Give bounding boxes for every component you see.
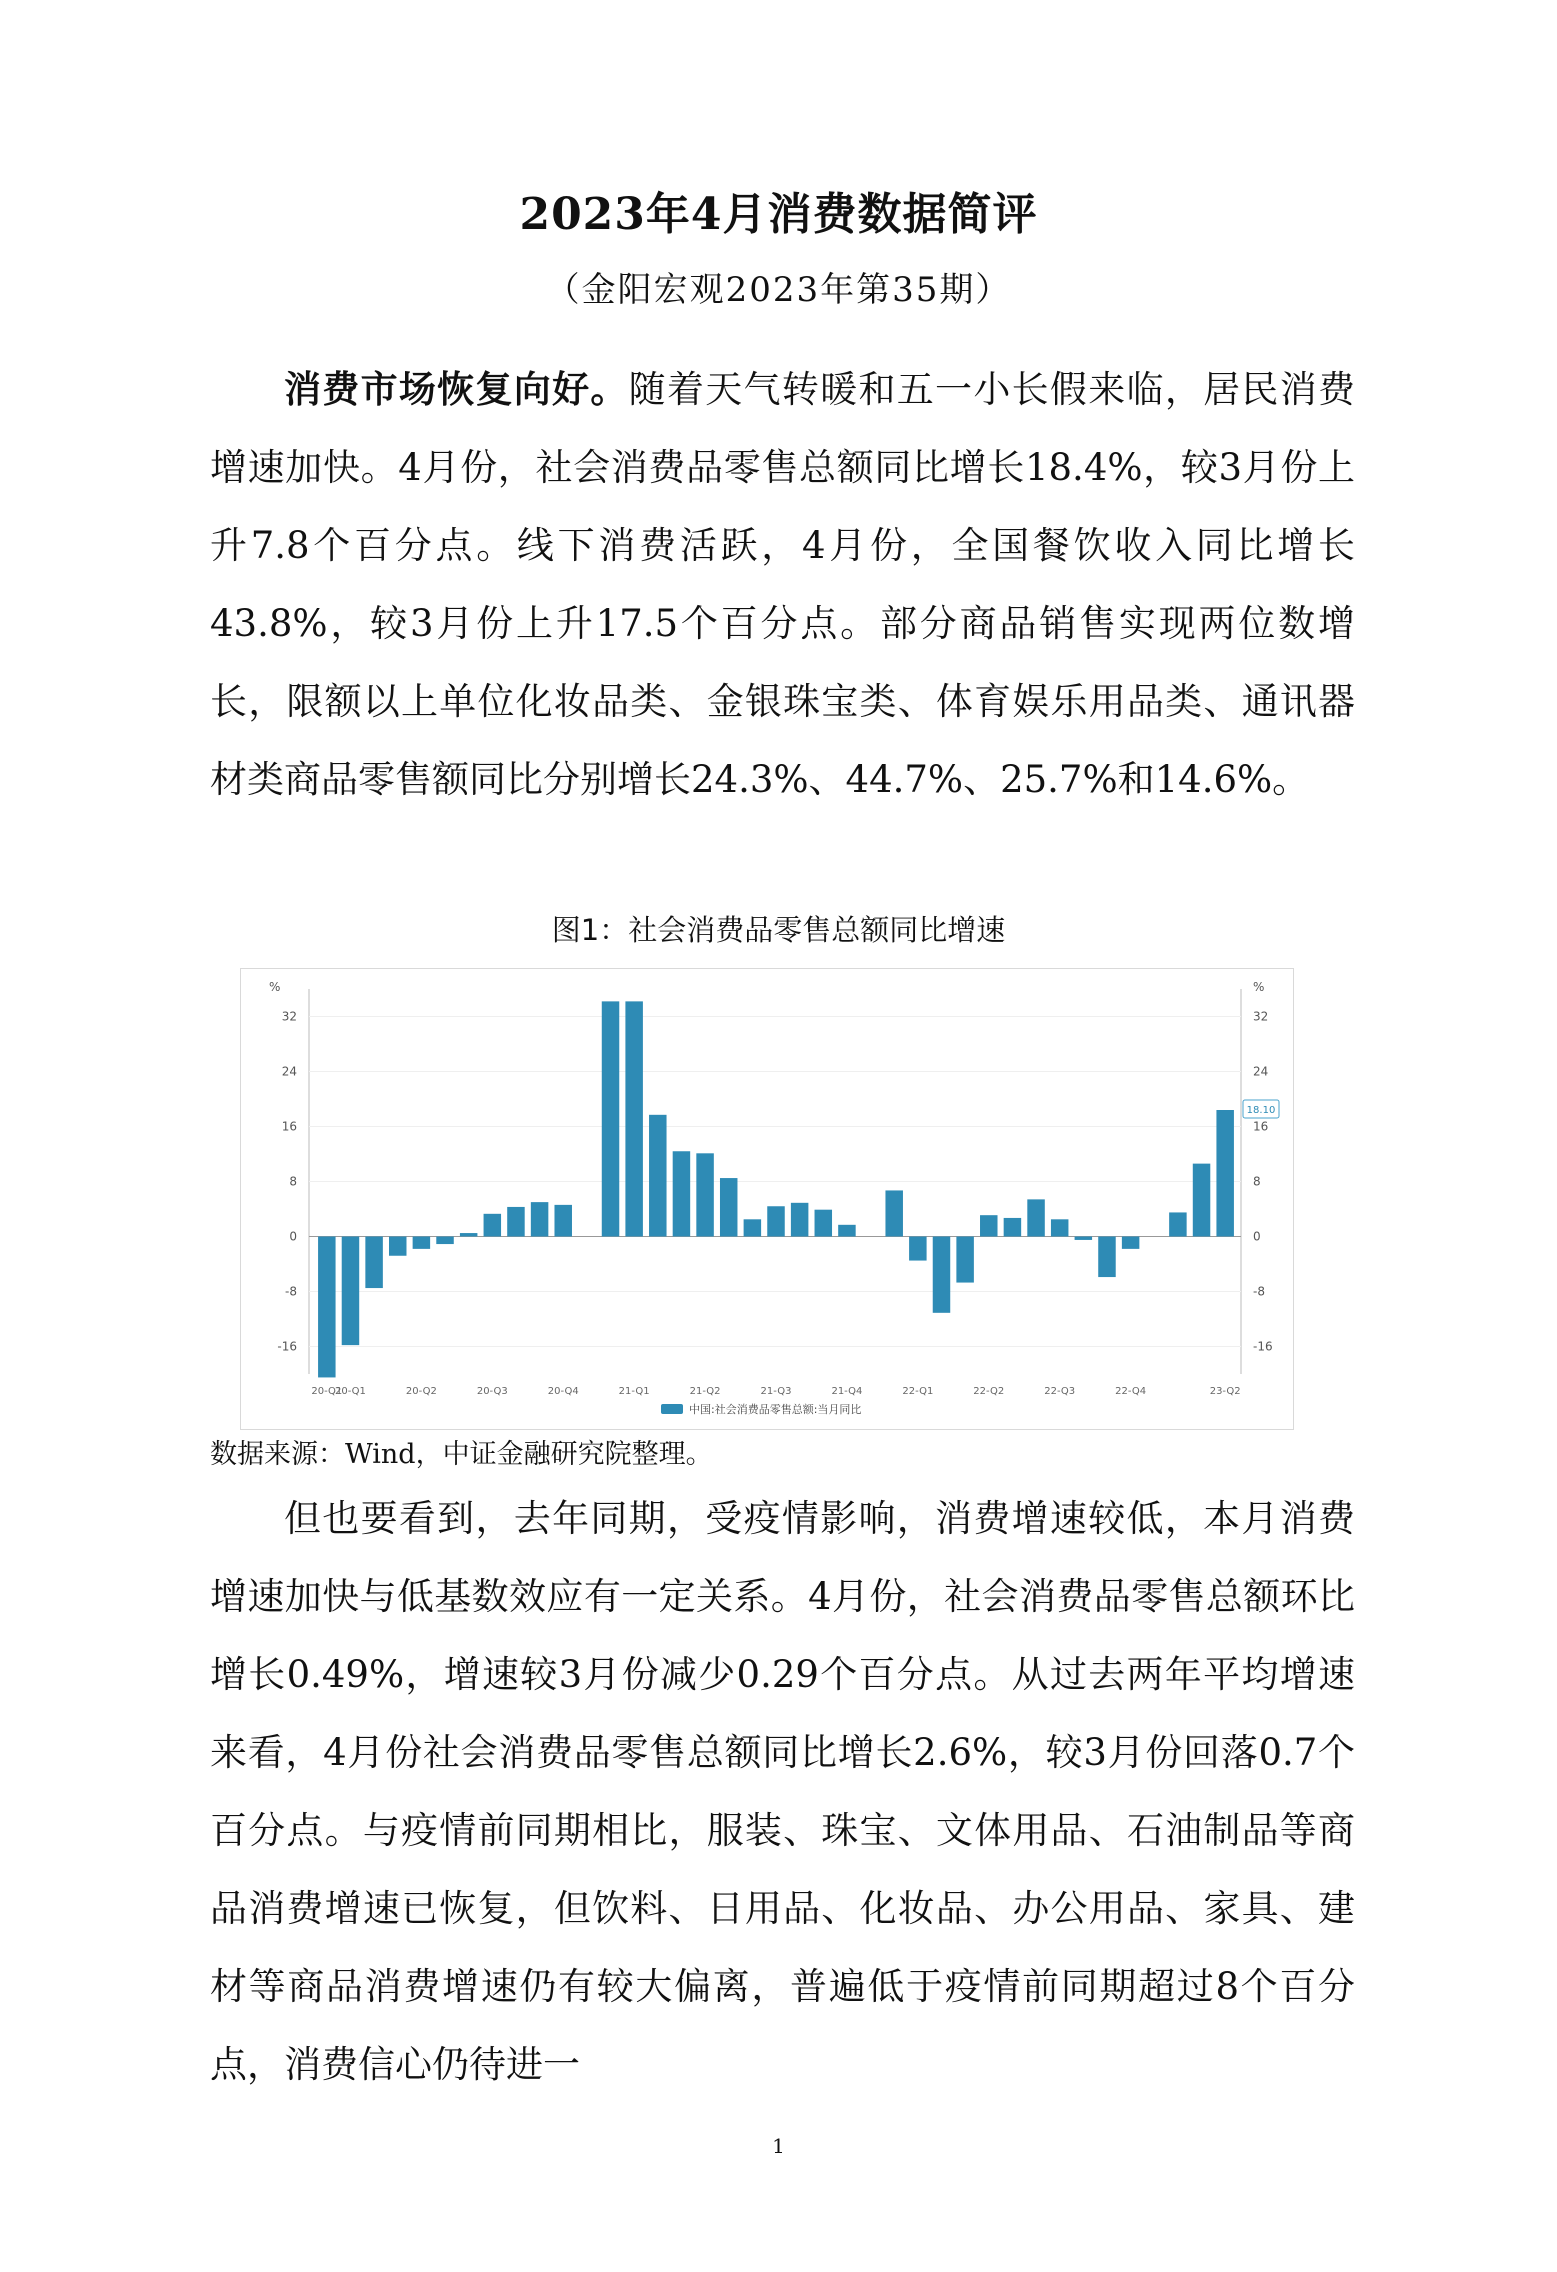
bar — [933, 1237, 950, 1313]
bar — [673, 1151, 690, 1236]
x-tick-label: 23-Q2 — [1209, 1386, 1241, 1397]
bar — [1051, 1219, 1068, 1236]
y-tick-label-right: -16 — [1253, 1339, 1273, 1354]
bar — [720, 1178, 737, 1236]
bar — [767, 1206, 784, 1236]
page-title: 2023年4月消费数据简评 — [519, 189, 1038, 240]
figure-title: 图1：社会消费品零售总额同比增速 — [551, 913, 1006, 947]
bar — [885, 1190, 902, 1236]
paragraph-1-text: 随着天气转暖和五一小长假来临，居民消费增速加快。4月份，社会消费品零售总额同比增长18.4%，较3月份上升7.8个百分点。线下消费活跃，4月份，全国餐饮收入同比增长43.8%，较3月份上升17.5个百分点。部分商品销售实现两位数增长，限额以上单位化妆品类、金银珠宝类、体育娱乐用品类、通讯器材类商品零售额同比分别增长24.3%、44.7%、25.7%和14.6%。 — [210, 368, 1356, 801]
bar — [460, 1233, 477, 1236]
x-tick-label: 20-Q3 — [476, 1386, 508, 1397]
bar-chart — [240, 968, 1294, 1430]
y-tick-label-right: -8 — [1253, 1284, 1265, 1299]
chart-bars — [318, 1001, 1279, 1377]
bar — [956, 1237, 973, 1283]
bar — [554, 1205, 571, 1237]
chart-gridlines — [309, 989, 1241, 1374]
chart-svg — [241, 969, 1293, 1429]
legend-label: 中国:社会消费品零售总额:当月同比 — [689, 1403, 862, 1416]
x-tick-label: 22-Q3 — [1044, 1386, 1076, 1397]
y-tick-label-left: 16 — [281, 1119, 297, 1134]
x-tick-label: 22-Q1 — [902, 1386, 934, 1397]
bar — [1004, 1218, 1021, 1237]
y-tick-label-left: 24 — [281, 1064, 297, 1079]
y-tick-label-left: -8 — [285, 1284, 297, 1299]
bar — [1169, 1212, 1186, 1236]
bar — [342, 1237, 359, 1346]
bar — [1027, 1199, 1044, 1236]
bar — [649, 1115, 666, 1237]
data-source-note: 数据来源：Wind，中证金融研究院整理。 — [210, 1439, 713, 1470]
y-tick-label-right: 16 — [1253, 1119, 1269, 1134]
x-tick-label: 22-Q2 — [973, 1386, 1005, 1397]
x-tick-label: 20-Q4 — [547, 1386, 579, 1397]
bar — [602, 1001, 619, 1236]
y-axis-unit-right: % — [1253, 980, 1265, 994]
x-tick-label: 21-Q3 — [760, 1386, 792, 1397]
y-axis-right — [1253, 980, 1273, 1354]
bar — [909, 1237, 926, 1261]
y-tick-label-left: 0 — [289, 1229, 297, 1244]
bar — [1075, 1237, 1092, 1240]
chart-legend — [661, 1402, 861, 1416]
y-tick-label-left: 32 — [281, 1009, 297, 1024]
bar — [1216, 1110, 1233, 1237]
paragraph-2: 但也要看到，去年同期，受疫情影响，消费增速较低，本月消费增速加快与低基数效应有一定关系。4月份，社会消费品零售总额环比增长0.49%，增速较3月份减少0.29个百分点。从过去两年平均增速来看，4月份社会消费品零售总额同比增长2.6%，较3月份回落0.7个百分点。与疫情前同期相比，服装、珠宝、文体用品、石油制品等商品消费增速已恢复，但饮料、日用品、化妆品、办公用品、家具、建材等商品消费增速仍有较大偏离，普遍低于疫情前同期超过8个百分点，消费信心仍待进一 — [210, 1497, 1355, 2086]
x-tick-label: 21-Q1 — [618, 1386, 650, 1397]
bar — [696, 1153, 713, 1236]
bar — [625, 1001, 642, 1236]
bar — [980, 1215, 997, 1236]
y-tick-label-right: 24 — [1253, 1064, 1269, 1079]
paragraph-1-lead: 消费市场恢复向好。 — [284, 367, 629, 411]
bar — [1098, 1237, 1115, 1278]
bar — [318, 1237, 335, 1378]
y-tick-label-left: 8 — [289, 1174, 297, 1189]
bar — [436, 1237, 453, 1245]
x-tick-label: 22-Q4 — [1115, 1386, 1147, 1397]
x-tick-label: 20-Q1 — [334, 1386, 366, 1397]
y-axis-unit-left: % — [269, 980, 281, 994]
y-tick-label-right: 8 — [1253, 1174, 1261, 1189]
page-subtitle: （金阳宏观2023年第35期） — [545, 270, 1012, 310]
bar — [365, 1237, 382, 1289]
y-tick-label-left: -16 — [277, 1339, 297, 1354]
x-tick-label: 21-Q2 — [689, 1386, 721, 1397]
page-number: 1 — [772, 2134, 785, 2158]
bar — [1122, 1237, 1139, 1249]
last-value-callout: 18.10 — [1246, 1105, 1276, 1116]
y-tick-label-right: 0 — [1253, 1229, 1261, 1244]
bar — [744, 1219, 761, 1236]
bar — [791, 1203, 808, 1237]
paragraph-1 — [210, 350, 1355, 819]
bar — [484, 1214, 501, 1237]
bar — [838, 1225, 855, 1237]
y-tick-label-right: 32 — [1253, 1009, 1269, 1024]
x-tick-label: 20-Q1 — [311, 1386, 343, 1397]
y-axis-left — [269, 980, 297, 1354]
bar — [413, 1237, 430, 1249]
bar — [531, 1202, 548, 1236]
bar — [815, 1210, 832, 1237]
bar — [1193, 1164, 1210, 1237]
x-tick-label: 20-Q2 — [405, 1386, 437, 1397]
legend-swatch — [661, 1404, 683, 1414]
x-axis — [311, 1386, 1240, 1397]
bar — [507, 1207, 524, 1237]
bar — [389, 1237, 406, 1256]
x-tick-label: 21-Q4 — [831, 1386, 863, 1397]
